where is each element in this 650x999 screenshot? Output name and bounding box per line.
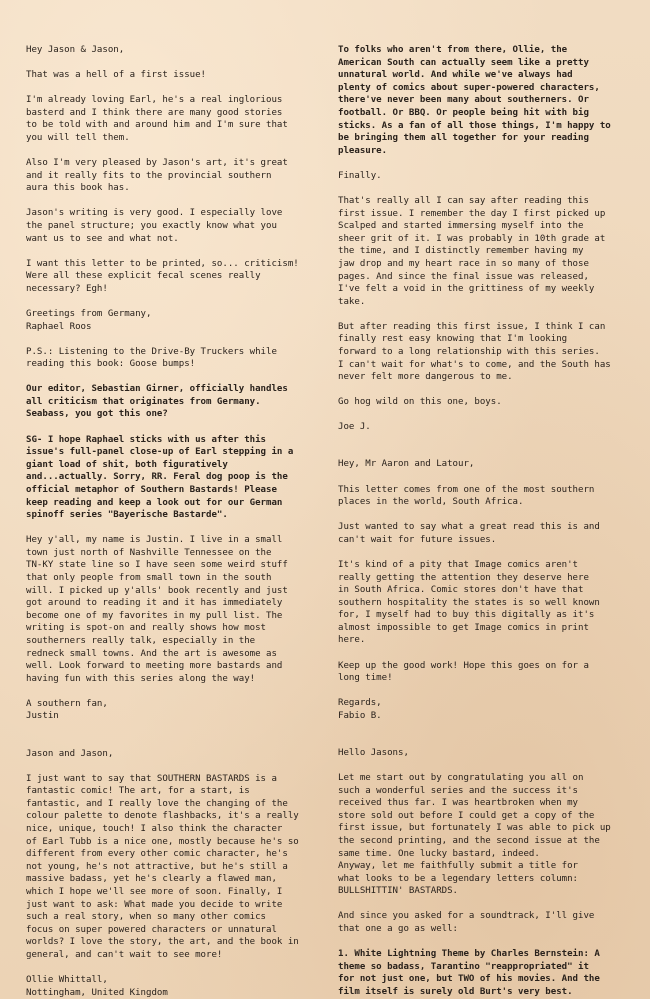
letter-paragraph: It's kind of a pity that Image comics aren't really getting the attention they deserve here in South Africa. Comic stores don't have that southern hospitality the states is so well known for, I myself had to buy this digitally as it's almost impossible to get Image comics in print here.: [338, 559, 600, 646]
letter-postscript: P.S.: Listening to the Drive-By Truckers while reading this book: Goose bumps!: [26, 346, 277, 370]
letter-divider: [338, 446, 626, 458]
letter-paragraph: Hey y'all, my name is Justin. I live in a small town just north of Nashville Tennessee on the TN-KY state line so I have seen some weird stuff that only people from small town in the south will. I picked up y'alls' book recently and just got around to reading it and it has immediately become one of my favorites in my pull list. The writing is spot-on and really shows how most southerners really talk, especially in the redneck small towns. And the art is awesome as well. Look forward to meeting more bastards and having fun with this series along the way!: [26, 535, 288, 684]
letter-paragraph: But after reading this first issue, I think I can finally rest easy knowing that I'm looking forward to a long relationship with this series. I can't wait for what's to come, and the South has never felt more dangerous to me.: [338, 321, 611, 383]
letter-signature: Greetings from Germany, Raphael Roos: [26, 308, 152, 332]
letter-signature: A southern fan, Justin: [26, 698, 108, 722]
editor-reply: To folks who aren't from there, Ollie, the American South can actually seem like a pretty unnatural world. And while we've always had plenty of comics about super-powered characters, there've never been many about southerners. Or football. Or BBQ. Or people being hit with big sticks. As a fan of all those things, I'm happy to be bringing them all together for your reading pleasure.: [338, 45, 611, 156]
letter-greeting: Hey Jason & Jason,: [26, 45, 125, 55]
letter-greeting: Hey, Mr Aaron and Latour,: [338, 459, 475, 470]
letter-paragraph: And since you asked for a soundtrack, I'll give that one a go as well:: [338, 911, 595, 935]
letter-paragraph: Go hog wild on this one, boys.: [338, 397, 502, 408]
letter-paragraph: Jason's writing is very good. I especially love the panel structure; you exactly know what you want us to see and what not.: [26, 208, 283, 244]
letter-paragraph: Keep up the good work! Hope this goes on for a long time!: [338, 660, 589, 684]
letter-paragraph: Also I'm very pleased by Jason's art, it's great and it really fits to the provincial southern aura this book has.: [26, 158, 288, 194]
letter-paragraph: That was a hell of a first issue!: [26, 70, 207, 81]
letter-signature: Ollie Whittall, Nottingham, United Kingdom: [26, 975, 168, 998]
letter-paragraph: That's really all I can say after reading this first issue. I remember the day I first picked up Scalped and started immersing myself into the sheer grit of it. I was probably in 10th grade at the time, and I distinctly remember having my jaw drop and my heart race in so many of those pages. And since the final issue was released, I've felt a void in the grittiness of my weekly take.: [338, 195, 606, 307]
left-column: [26, 44, 314, 999]
letter-divider: [338, 735, 626, 747]
letter-signature: Regards, Fabio B.: [338, 698, 382, 721]
letter-signature: Joe J.: [338, 422, 371, 433]
editor-reply: SG- I hope Raphael sticks with us after this issue's full-panel close-up of Earl stepping in a giant load of shit, both figuratively and...actually. Sorry, RR. Feral dog poop is the official metaphor of Southern Bastards! Please keep reading and keep a look out for our German spinoff series "Bayerische Bastarde".: [26, 434, 294, 521]
letter-paragraph: I'm already loving Earl, he's a real inglorious basterd and I think there are many good stories to be told with and around him and I'm sure that you will tell them.: [26, 95, 288, 143]
letter-paragraph: Just wanted to say what a great read this is and can't wait for future issues.: [338, 522, 600, 545]
letter-paragraph: I just want to say that SOUTHERN BASTARDS is a fantastic comic! The art, for a start, is fantastic, and I really love the changing of the colour palette to denote flashbacks, it's a really nice, unique, touch! I also think the character of Earl Tubb is a nice one, mostly because he's so different from every other comic character, he's not young, he's not attractive, but he's still a massive badass, yet he's clearly a flawed man, which I hope we'll see more of soon. Finally, I just want to ask: What made you decide to write such a real story, when so many other comics focus on super powered characters or unnatural worlds? I love the story, the art, and the book in general, and can't wait to see more!: [26, 773, 299, 960]
letter-paragraph: Let me start out by congratulating you all on such a wonderful series and the success it's received thus far. I was heartbroken when my store sold out before I could get a copy of the first issue, but fortunately I was able to pick up the second printing, and the second issue at the same time. One lucky bastard, indeed. Anyway, let me faithfully submit a title for what looks to be a legendary letters column: BULLSHITTIN' BASTARDS.: [338, 773, 611, 897]
right-column: [338, 44, 626, 999]
letter-greeting: Jason and Jason,: [26, 748, 114, 759]
letter-greeting: Hello Jasons,: [338, 747, 409, 758]
letter-paragraph: Finally.: [338, 170, 382, 181]
letter-paragraph: This letter comes from one of the most southern places in the world, South Africa.: [338, 484, 595, 508]
editor-reply: Our editor, Sebastian Girner, officially handles all criticism that originates from Germany. Seabass, you got this one?: [26, 384, 288, 420]
editor-reply: 1. White Lightning Theme by Charles Bernstein: A theme so badass, Tarantino "reappropriated" it for not just one, but TWO of his movies. And the film itself is surely old Burt's very best.: [338, 949, 600, 997]
letter-paragraph: I want this letter to be printed, so... criticism! Were all these explicit fecal scenes really necessary? Egh!: [26, 258, 299, 294]
letter-divider: [26, 736, 314, 748]
